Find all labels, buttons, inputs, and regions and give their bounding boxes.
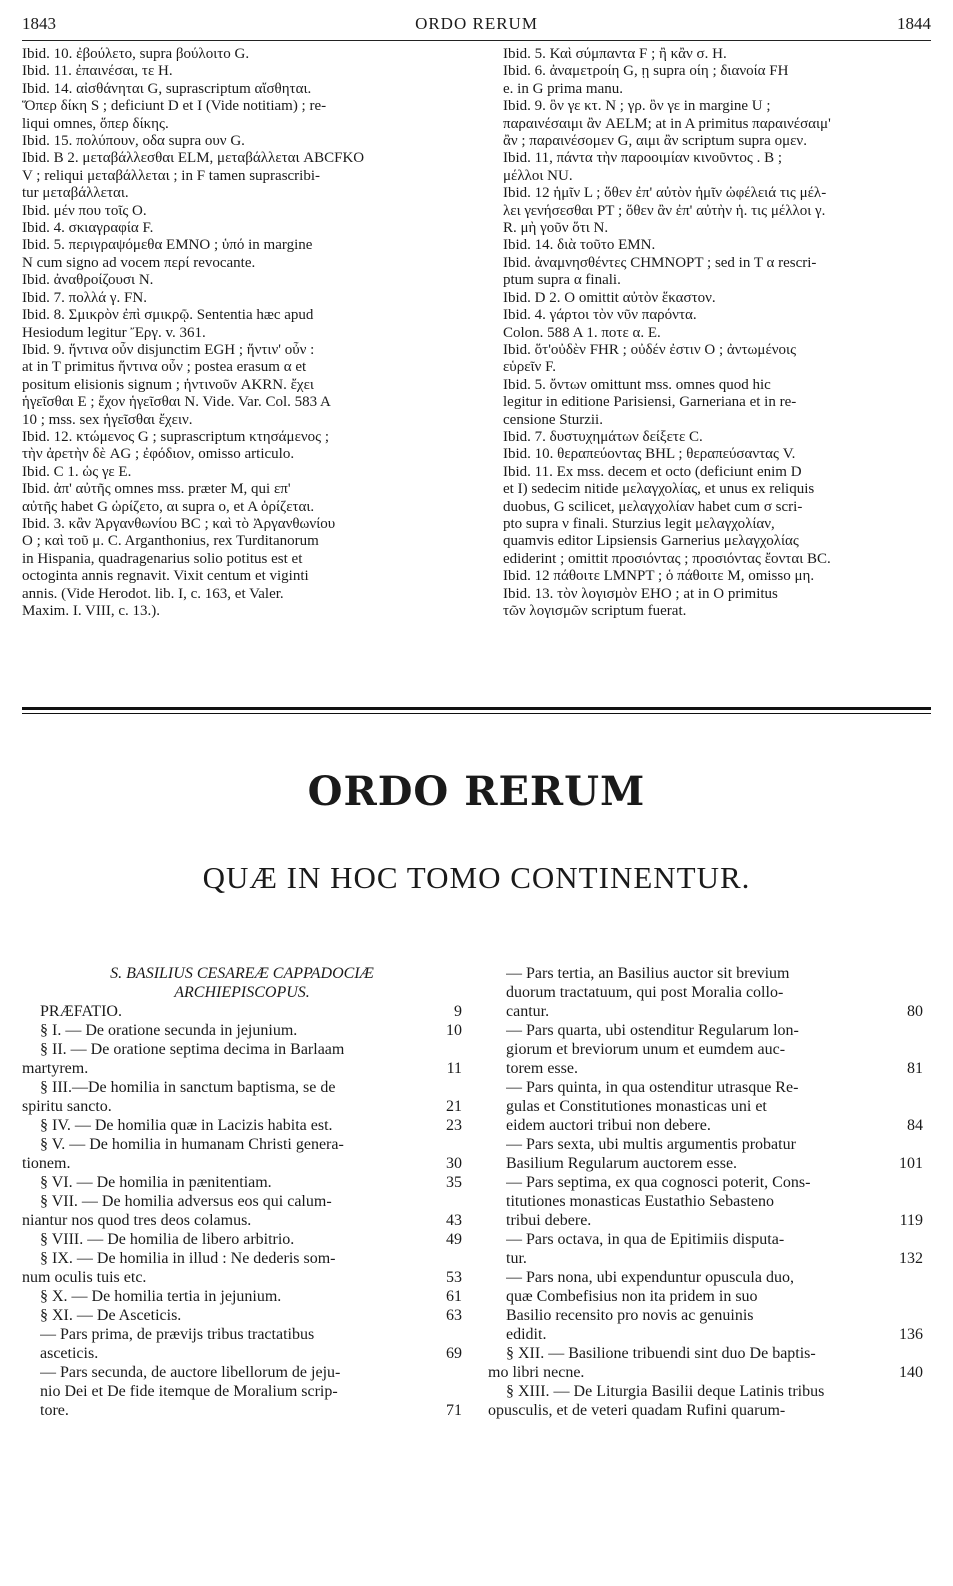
note-line: Colon. 588 A 1. ποτε α. E. [503, 324, 661, 341]
toc-entry [488, 1078, 923, 1097]
toc-entry-text: niantur nos quod tres deos colamus. [22, 1212, 252, 1229]
toc-entry-page: 9 [454, 1003, 462, 1020]
toc-entry-text: § IV. — De homilia quæ in Lacizis habita est. [40, 1117, 333, 1134]
toc-entry-text: titutiones monasticas Eustathio Sebasteno [506, 1193, 774, 1210]
toc-entry-text: edidit. [506, 1326, 547, 1343]
toc-entry-text: § VI. — De homilia in pænitentiam. [40, 1174, 272, 1191]
toc-entry-text: tur. [506, 1250, 527, 1267]
toc-entry-text: § III.—De homilia in sanctum baptisma, se de [40, 1079, 336, 1096]
toc-entry-text: eidem auctori tribui non debere. [506, 1117, 711, 1134]
toc-entry-page: 132 [899, 1250, 923, 1267]
note-line: μέλλοι NU. [503, 167, 573, 184]
note-line: Ibid. 6. ἀναμετροίη G, ῃ supra οίη ; διανοία FH [503, 63, 789, 80]
toc-heading-line1: S. BASILIUS CESAREÆ CAPPADOCIÆ [110, 965, 374, 982]
note-line: Ibid. ἀναθροίζουσι N. [22, 272, 154, 289]
toc-entry [22, 1116, 462, 1135]
toc-entry-page: 140 [899, 1364, 923, 1381]
note-line: Ibid. 9. ἥντινα οὖν disjunctim EGH ; ἥντιν' οὖν : [22, 341, 315, 358]
note-line: censione Sturzii. [503, 411, 603, 428]
note-line: Ibid. 13. τὸν λογισμὸν EHO ; at in O primitus [503, 585, 778, 602]
note-line: V ; reliqui μεταβάλλεται ; in F tamen suprascribi- [22, 167, 321, 184]
note-line: liqui omnes, ὅπερ δίκης. [22, 115, 169, 132]
note-line: Ibid. 7. πολλά γ. FN. [22, 289, 147, 306]
toc-entry-page [456, 1325, 462, 1344]
note-line: Ibid. 9. ὃν γε κτ. N ; γρ. ὃν γε in margine U ; [503, 98, 771, 115]
toc-entry-text: § XI. — De Asceticis. [40, 1307, 182, 1324]
toc-entry [488, 983, 923, 1002]
note-line: Ibid. 11. ἐπαινέσαι, τε H. [22, 63, 173, 80]
toc-entry-page [917, 1192, 923, 1211]
toc-entry-text: § IX. — De homilia in illud : Ne dederis som- [40, 1250, 336, 1267]
toc-entry-text: cantur. [506, 1003, 550, 1020]
notes-left-column [22, 46, 462, 620]
toc-entry-page: 35 [446, 1174, 462, 1191]
toc-entry [22, 1021, 462, 1040]
toc-entry [22, 1230, 462, 1249]
toc-entry [488, 1173, 923, 1192]
note-line: octoginta annis regnavit. Vixit centum et viginti [22, 568, 309, 585]
toc-entry-page [917, 1306, 923, 1325]
running-title: ORDO RERUM [415, 14, 538, 33]
toc-entry [488, 1401, 923, 1420]
toc-entry-page [456, 1363, 462, 1382]
toc-entry-text: § XIII. — De Liturgia Basilii deque Latinis tribus [506, 1383, 825, 1400]
toc-entry-text: tore. [40, 1402, 69, 1419]
section-subtitle: QUÆ IN HOC TOMO CONTINENTUR. [202, 860, 751, 895]
toc-entry-page [917, 1268, 923, 1287]
toc-entry [22, 1154, 462, 1173]
toc-entry-page: 49 [446, 1231, 462, 1248]
toc-entry-text: — Pars secunda, de auctore libellorum de jeju- [40, 1364, 341, 1381]
toc-entry [22, 1344, 462, 1363]
toc-entry [22, 1002, 462, 1021]
toc-entry-page: 80 [907, 1003, 923, 1020]
toc-left-column [22, 964, 462, 1420]
toc-entry [488, 1382, 923, 1401]
section-rule-thick [22, 707, 931, 710]
toc-entry-text: mo libri necne. [488, 1364, 585, 1381]
toc-entry [22, 1268, 462, 1287]
note-line: in Hispania, quadragenarius solio potitus est et [22, 550, 303, 567]
toc-heading-line2: ARCHIEPISCOPUS. [174, 984, 310, 1001]
note-line: Ibid. C 1. ὡς γε E. [22, 463, 132, 480]
note-line: Ibid. 12. κτώμενος G ; suprascriptum κτησάμενος ; [22, 428, 330, 445]
toc-entry-text: — Pars octava, in qua de Epitimiis disputa- [506, 1231, 785, 1248]
note-line: Ibid. 4. σκιαγραφία F. [22, 220, 154, 237]
toc-entry-page [917, 964, 923, 983]
note-line: Ibid. 3. κἂν Ἀργανθωνίου BC ; καὶ τὸ Ἀργανθωνίου [22, 515, 336, 532]
toc-entry [22, 1401, 462, 1420]
toc-entry-page [917, 1287, 923, 1306]
toc-entry [22, 1382, 462, 1401]
toc-entry-page: 11 [446, 1060, 462, 1077]
note-line: ediderint ; omittit προσιόντας ; προσιόντας ἔονται BC. [503, 550, 831, 567]
toc-entry-text: — Pars septima, ex qua cognosci poterit, Cons- [506, 1174, 811, 1191]
toc-entry-page [917, 1135, 923, 1154]
toc-entry [488, 1249, 923, 1268]
toc-entry [22, 1059, 462, 1078]
toc-entry [22, 1135, 462, 1154]
toc-entry-page [456, 1135, 462, 1154]
toc-entry [22, 1363, 462, 1382]
toc-entry-page: 136 [899, 1326, 923, 1343]
toc-entry [488, 1344, 923, 1363]
toc-entry-text: num oculis tuis etc. [22, 1269, 147, 1286]
note-line: duobus, G scilicet, μελαγχολίαν habet cum σ scri- [503, 498, 803, 515]
toc-entry [22, 1325, 462, 1344]
toc-entry-text: § XII. — Basilione tribuendi sint duo De baptis- [506, 1345, 816, 1362]
note-line: Ibid. 11, πάντα τὴν παροοιμίαν κινοῦντος . B ; [503, 150, 783, 167]
toc-entry-page: 101 [899, 1155, 923, 1172]
toc-entry-page [456, 1192, 462, 1211]
toc-entry [22, 1306, 462, 1325]
toc-entry-page [456, 1078, 462, 1097]
toc-entry [22, 1211, 462, 1230]
page-number-left: 1843 [22, 14, 56, 33]
note-line: et I) sedecim nitide μελαγχολίας, et unus ex reliquis [503, 481, 815, 498]
toc-entry [488, 1363, 923, 1382]
toc-entry [488, 1154, 923, 1173]
note-line: Ibid. 10. ἐβούλετο, supra βούλοιτο G. [22, 46, 250, 62]
toc-entry-page: 21 [446, 1098, 462, 1115]
toc-entry-text: — Pars nona, ubi expenduntur opuscula duo, [506, 1269, 794, 1286]
toc-entry [488, 1040, 923, 1059]
note-line: ἡγεῖσθαι E ; ἔχον ἡγεῖσθαι N. Vide. Var. Col. 583 A [22, 394, 331, 411]
toc-entry [22, 1173, 462, 1192]
toc-entry-page: 119 [899, 1212, 923, 1229]
toc-entry-page: 30 [446, 1155, 462, 1172]
toc-entry-text: — Pars quinta, in qua ostenditur utrasque Re- [506, 1079, 799, 1096]
toc-entry-text: § I. — De oratione secunda in jejunium. [40, 1022, 298, 1039]
toc-entry [488, 1325, 923, 1344]
note-line: Ibid. 14. αἰσθάνηται G, suprascriptum αἴσθηται. [22, 80, 312, 97]
toc-entry [488, 1021, 923, 1040]
toc-entry-text: spiritu sancto. [22, 1098, 112, 1115]
note-line: Ibid. 5. περιγραψόμεθα EMNO ; ὑπό in margine [22, 237, 313, 254]
note-line: Ibid. 5. ὄντων omittunt mss. omnes quod hic [503, 376, 771, 393]
toc-entry-text: tionem. [22, 1155, 71, 1172]
note-line: Ibid. 5. Καὶ σύμπαντα F ; ἢ κἂν σ. H. [503, 46, 727, 62]
toc-entry [22, 1192, 462, 1211]
toc-entry-text: gulas et Constitutiones monasticas uni et [506, 1098, 767, 1115]
note-line: Ibid. ἀπ' αὐτῆς omnes mss. præter M, qui επ' [22, 481, 291, 498]
toc-entry [488, 1306, 923, 1325]
toc-entry [22, 1249, 462, 1268]
note-line: Ὅπερ δίκη S ; deficiunt D et I (Vide notitiam) ; re- [22, 98, 327, 115]
note-line: Ibid. B 2. μεταβάλλεσθαι ELM, μεταβάλλεται ABCFKO [22, 150, 365, 167]
notes-right-column [503, 46, 931, 620]
note-line: Ibid. 10. θεραπεύοντας BHL ; θεραπεύσαντας V. [503, 446, 796, 463]
toc-entry-text: — Pars sexta, ubi multis argumentis probatur [506, 1136, 796, 1153]
toc-entry-page [917, 1382, 923, 1401]
toc-entry-page [917, 983, 923, 1002]
note-line: legitur in editione Parisiensi, Garneriana et in re- [503, 394, 797, 411]
toc-entry-text: asceticis. [40, 1345, 99, 1362]
toc-entry-text: quæ Combefisius non ita pridem in suo [506, 1288, 758, 1305]
toc-right-column [488, 964, 923, 1420]
note-line: Ibid. 15. πολύπουν, οδα supra ουν G. [22, 133, 245, 150]
note-line: αὐτῆς habet G ὡρίζετο, αι supra ο, et A ὁρίζεται. [22, 498, 315, 515]
note-line: Ibid. 4. γάρτοι τὸν νῦν παρόντα. [503, 307, 697, 324]
toc-entry-page [917, 1021, 923, 1040]
note-line: Ibid. ἀναμνησθέντες CHMNOPT ; sed in T α rescri- [503, 254, 817, 271]
toc-entry-page: 53 [446, 1269, 462, 1286]
toc-entry-page [917, 1097, 923, 1116]
section-title: ORDO RERUM [307, 768, 646, 815]
toc-entry-text: PRÆFATIO. [40, 1003, 122, 1020]
toc-entry-text: § V. — De homilia in humanam Christi genera- [40, 1136, 344, 1153]
toc-entry-text: tribui debere. [506, 1212, 592, 1229]
toc-entry-page: 43 [446, 1212, 462, 1229]
toc-entry [22, 1040, 462, 1059]
toc-entry-text: Basilio recensito pro novis ac genuinis [506, 1307, 754, 1324]
note-line: pto supra ν finali. Sturzius legit μελαγχολίαν, [503, 515, 775, 532]
toc-entry [488, 1287, 923, 1306]
toc-entry-page [917, 1040, 923, 1059]
toc-entry [488, 1097, 923, 1116]
note-line: tur μεταβάλλεται. [22, 185, 129, 202]
toc-entry-page [917, 1344, 923, 1363]
note-line: Hesiodum legitur Ἔργ. v. 361. [22, 324, 206, 341]
toc-entry-page [917, 1078, 923, 1097]
toc-entry-page [456, 1249, 462, 1268]
toc-entry-text: opusculis, et de veteri quadam Rufini quarum- [488, 1402, 786, 1419]
note-line: Ibid. μέν που τοῖς O. [22, 202, 147, 219]
note-line: Ibid. 7. δυστυχημάτων δείξετε C. [503, 428, 703, 445]
toc-entry-page [917, 1230, 923, 1249]
note-line: 10 ; mss. sex ἡγεῖσθαι ἔχειν. [22, 411, 193, 428]
toc-entry-text: Basilium Regularum auctorem esse. [506, 1155, 738, 1172]
note-line: e. in G prima manu. [503, 80, 623, 97]
toc-entry-page [917, 1401, 923, 1420]
toc-entry [22, 1097, 462, 1116]
note-line: O ; καὶ τοῦ μ. C. Arganthonius, rex Turditanorum [22, 533, 319, 550]
note-line: annis. (Vide Herodot. lib. I, c. 163, et Valer. [22, 585, 284, 602]
toc-entry [488, 1135, 923, 1154]
note-line: Ibid. D 2. O omittit αὐτὸν ἕκαστον. [503, 289, 716, 306]
toc-entry-page: 81 [907, 1060, 923, 1077]
note-line: Ibid. ὅτ'οὐδὲν FHR ; οὐδέν ἐστιν O ; ἀντωμένοις [503, 341, 797, 358]
note-line: at in T primitus ἥντινα οὖν ; postea erasum α et [22, 359, 307, 376]
toc-entry-text: — Pars prima, de prævijs tribus tractatibus [40, 1326, 315, 1343]
note-line: εὑρεῖν F. [503, 359, 556, 376]
note-line: λει γενήσεσθαι PT ; ὅθεν ἂν ἐπ' αὐτὴν ἡ. τις μέλλοι γ. [503, 202, 826, 219]
note-line: Ibid. 12 πάθοιτε LMNPT ; ὁ πάθοιτε M, omisso μη. [503, 568, 815, 585]
toc-entry-text: — Pars tertia, an Basilius auctor sit brevium [506, 965, 790, 982]
note-line: ἂν ; παραινέσομεν G, αιμι ἂν scriptum supra ομεν. [503, 133, 807, 150]
toc-entry [488, 1116, 923, 1135]
toc-entry-text: § VII. — De homilia adversus eos qui calum- [40, 1193, 332, 1210]
toc-entry-page: 10 [446, 1022, 462, 1039]
toc-entry-text: nio Dei et De fide itemque de Moralium scrip- [40, 1383, 338, 1400]
toc-entry-text: torem esse. [506, 1060, 578, 1077]
toc-entry-page: 63 [446, 1307, 462, 1324]
toc-entry-text: § VIII. — De homilia de libero arbitrio. [40, 1231, 295, 1248]
toc-entry [22, 1078, 462, 1097]
toc-entry-page: 61 [446, 1288, 462, 1305]
toc-entry-page [456, 1382, 462, 1401]
note-line: τὴν ἀρετὴν δὲ AG ; ἐφόδιον, omisso articulo. [22, 446, 295, 463]
toc-entry-text: martyrem. [22, 1060, 89, 1077]
toc-entry [488, 1268, 923, 1287]
toc-entry-page: 69 [446, 1345, 462, 1362]
toc-entry [488, 1192, 923, 1211]
section-rule-thin [22, 713, 931, 714]
toc-entry-text: duorum tractatuum, qui post Moralia collo- [506, 984, 784, 1001]
note-line: Maxim. I. VIII, c. 13.). [22, 603, 161, 619]
note-line: ptum supra α finali. [503, 272, 621, 289]
note-line: positum elisionis signum ; ἡντινοῦν AKRN. ἔχει [22, 376, 314, 393]
toc-entry [488, 1211, 923, 1230]
note-line: R. μὴ γοῦν ὅτι N. [503, 220, 609, 237]
toc-entry-text: § II. — De oratione septima decima in Barlaam [40, 1041, 345, 1058]
toc-entry [22, 1287, 462, 1306]
page-number-right: 1844 [897, 14, 931, 33]
note-line: quamvis editor Lipsiensis Garnerius μελαγχολίας [503, 533, 799, 550]
page-header [22, 14, 931, 38]
toc-entry [488, 1002, 923, 1021]
toc-entry-text: § X. — De homilia tertia in jejunium. [40, 1288, 282, 1305]
note-line: Ibid. 11. Ex mss. decem et octo (deficiunt enim D [503, 463, 802, 480]
toc-entry-page: 84 [907, 1117, 923, 1134]
toc-entry-page [456, 1040, 462, 1059]
header-rule [22, 40, 931, 41]
note-line: παραινέσαιμι ἂν AELM; at in A primitus παραινέσαιμ' [503, 115, 831, 132]
toc-entry-page [917, 1173, 923, 1192]
toc-entry-page: 23 [446, 1117, 462, 1134]
note-line: N cum signo ad vocem περί revocante. [22, 254, 256, 271]
toc-entry [488, 1230, 923, 1249]
note-line: τῶν λογισμῶν scriptum fuerat. [503, 603, 687, 619]
toc-entry [488, 964, 923, 983]
toc-entry-text: giorum et breviorum unum et eumdem auc- [506, 1041, 786, 1058]
toc-entry-text: — Pars quarta, ubi ostenditur Regularum lon- [506, 1022, 799, 1039]
toc-entry-page: 71 [446, 1402, 462, 1419]
toc-entry [488, 1059, 923, 1078]
note-line: Ibid. 8. Σμικρὸν ἐπὶ σμικρῷ. Sententia hæc apud [22, 307, 314, 324]
note-line: Ibid. 12 ἡμῖν L ; ὅθεν ἐπ' αὐτὸν ἡμῖν ὠφέλειά τις μέλ- [503, 185, 827, 202]
note-line: Ibid. 14. διὰ τοῦτο EMN. [503, 237, 656, 254]
